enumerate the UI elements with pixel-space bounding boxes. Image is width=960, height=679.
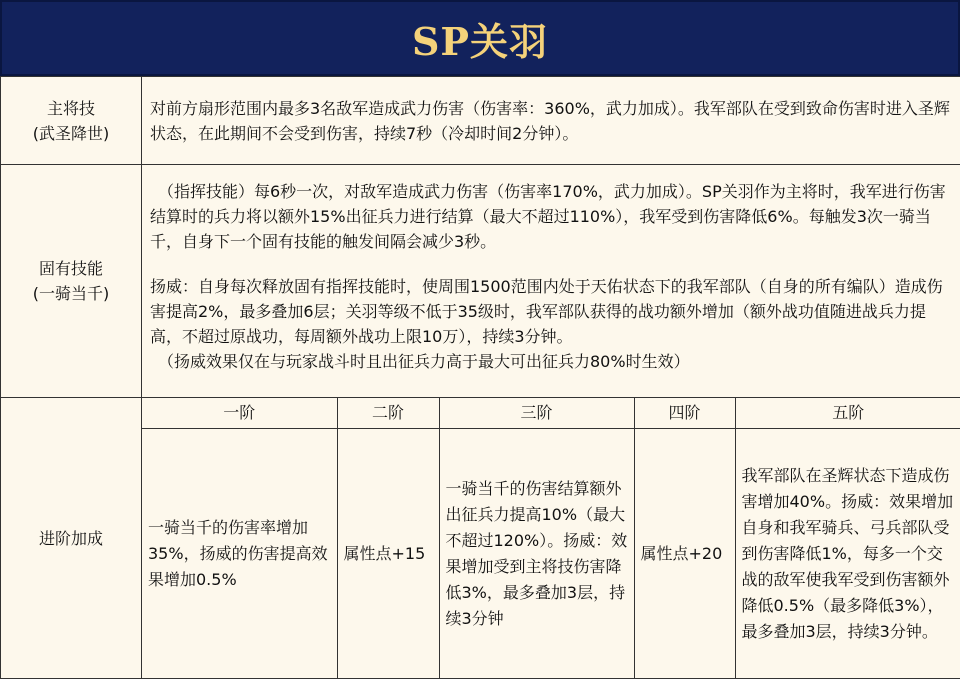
advancement-row	[1, 398, 960, 679]
inherent-skill-subname: (一骑当千)	[32, 284, 110, 303]
inherent-skill-para-3: （扬威效果仅在与玩家战斗时且出征兵力高于最大可出征兵力80%时生效）	[158, 352, 690, 371]
tier-header-4: 四阶	[634, 398, 735, 429]
inherent-skill-para-1: （指挥技能）每6秒一次，对敌军造成武力伤害（伤害率170%，武力加成）。SP关羽作为主将时，我军进行伤害结算时的兵力将以额外15%出征兵力进行结算（最大不超过110%），我军受到伤害降低6%。每触发3次一骑当千，自身下一个固有技能的触发间隔会减少3秒。	[150, 182, 946, 251]
main-skill-description-cell	[142, 77, 960, 165]
inherent-skill-description-cell	[142, 165, 960, 398]
inherent-skill-name: 固有技能	[38, 259, 103, 278]
tier-header-3: 三阶	[439, 398, 634, 429]
tier-5-text: 我军部队在圣辉状态下造成伤害增加40%。扬威：效果增加自身和我军骑兵、弓兵部队受到伤害降低1%，每多一个交战的敌军使我军受到伤害额外降低0.5%（最多降低3%），最多叠加3层，持续3分钟。	[735, 429, 960, 679]
tier-3-text: 一骑当千的伤害结算额外出征兵力提高10%（最大不超过120%）。扬威：效果增加受到主将技伤害降低3%，最多叠加3层，持续3分钟	[439, 429, 634, 679]
main-skill-subname: (武圣降世)	[32, 123, 110, 143]
main-skill-description: 对前方扇形范围内最多3名敌军造成武力伤害（伤害率：360%，武力加成）。我军部队在受到致命伤害时进入圣辉状态，在此期间不会受到伤害，持续7秒（冷却时间2分钟）。	[150, 98, 950, 143]
main-skill-label	[1, 77, 142, 165]
inherent-skill-label	[1, 165, 142, 398]
inherent-skill-row	[1, 165, 960, 398]
title-banner	[0, 0, 960, 76]
advancement-cell	[142, 398, 960, 679]
skill-table	[0, 76, 960, 679]
tier-1-text: 一骑当千的伤害率增加35%，扬威的伤害提高效果增加0.5%	[142, 429, 337, 679]
tier-header-1: 一阶	[142, 398, 337, 429]
advancement-label: 进阶加成	[1, 398, 142, 679]
main-skill-name: 主将技	[46, 98, 95, 118]
tier-2-text: 属性点+15	[337, 429, 439, 679]
inherent-skill-para-2: 扬威：自身每次释放固有指挥技能时，使周围1500范围内处于天佑状态下的我军部队（自身的所有编队）造成伤害提高2%，最多叠加6层；关羽等级不低于35级时，我军部队获得的战功额外增加（额外战功值随进战兵力提高，不超过原战功，每周额外战功上限10万），持续3分钟。	[150, 277, 943, 346]
tier-content-row	[142, 429, 960, 679]
advancement-table	[142, 398, 960, 678]
tier-header-row	[142, 398, 960, 429]
main-skill-row	[1, 77, 960, 165]
tier-4-text: 属性点+20	[634, 429, 735, 679]
tier-header-5: 五阶	[735, 398, 960, 429]
page-title: SP关羽	[411, 18, 549, 64]
tier-header-2: 二阶	[337, 398, 439, 429]
